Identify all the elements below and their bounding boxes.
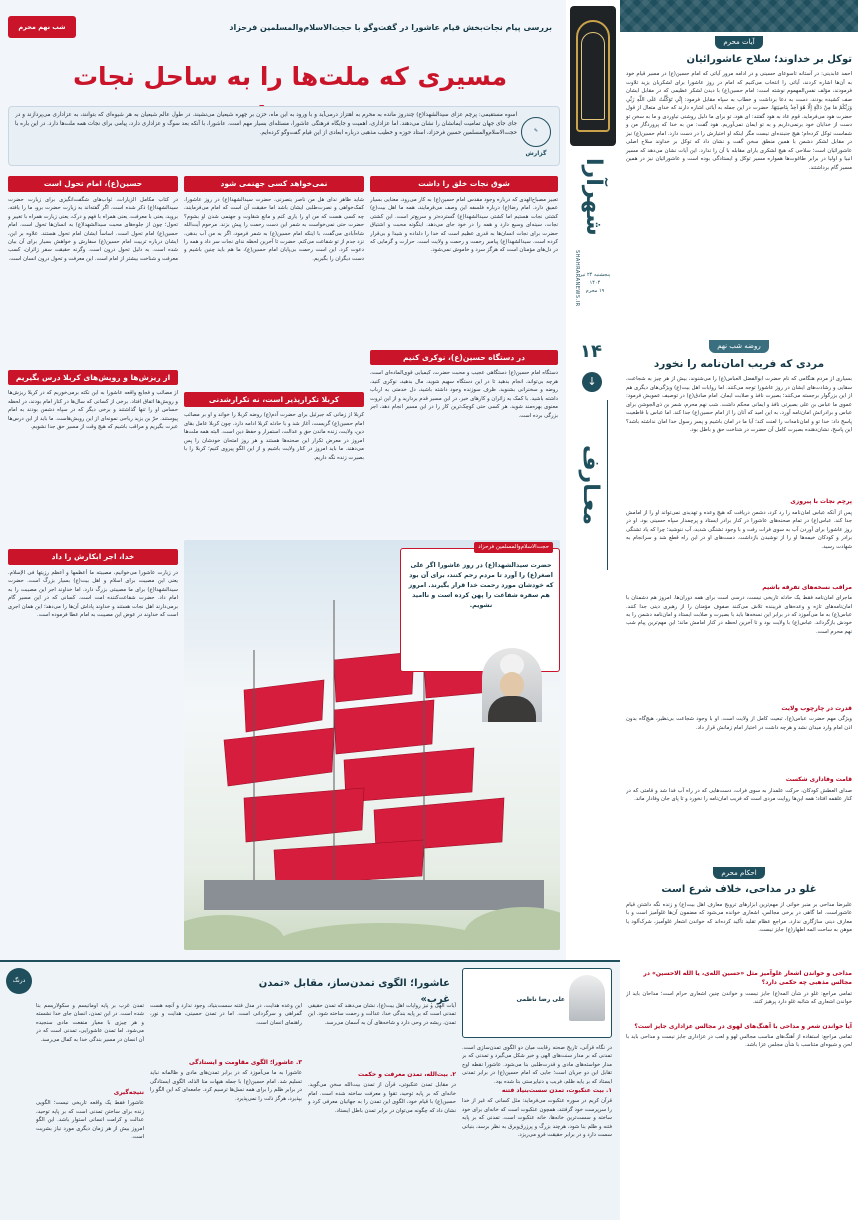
bottom-col-a-subhead: ۱. بیت عنکبوت، تمدن سست‌بنیاد فتنه — [501, 1087, 612, 1094]
bottom-col-c — [150, 1002, 302, 1209]
column-right — [370, 176, 558, 519]
subheading-vafadari: قامت وفاداری شکست — [785, 776, 852, 784]
issue-date: پنجشنبه ۲۴ تیر ۱۴۰۴ ۱۹ محرم — [579, 272, 611, 294]
section-body-ajr: در زیارت عاشورا می‌خوانیم، مصیبته ما أعظمها و أعظم رزیتها فی الإسلام. یعنی این مصیبت برای اسلام و اهل بیت(ع) بسیار بزرگ است. حضرت سیدالشهدا(ع) برای ما مصیبتی بزرگ دارد. اما خداوند اجر این مصیبت را به امام داد. حضرت شفاعت‌کننده امت است. کسانی که در این مسیر گام برمی‌دارند اهل نجات هستند و خداوند پاداش آن‌ها را می‌دهد؛ این همان اجری است که خداوند در عوض این مصیبت به امام عطا فرموده است. — [8, 569, 178, 619]
sidebar-pattern-band — [620, 0, 858, 32]
section-body-karbala: کربلا از زمانی که جبرئیل برای حضرت آدم(ع) روضه کربلا را خواند و او بر مصائب امام حسین(ع) گریست، آغاز شد و با حادثه کربلا ادامه دارد. چون کربلا عامل بقای دین، ولایت، زنده ماندن حق و عدالت، استمرار و حفظ دین است. البته همه ملت‌ها امروز در معرض تکرار این صحنه‌ها هستند و هر روز امتحان خودشان را پس می‌دهند. ما باید امروز در کنار ولایت باشیم و از این الگو پیروی کنیم؛ کربلا را با بصیرت زنده نگه داریم. — [184, 412, 364, 461]
article-body-tafreqeh: ماجرای امان‌نامه فقط یک حادثه تاریخی نیست، درسی است برای همه دوران‌ها. امروز هم دشمنان با امان‌نامه‌های تازه و وعده‌های فریبنده تلاش می‌کنند صفوف مؤمنان را از رهبری دینی جدا کنند. عباس(ع) به ما می‌آموزد که در برابر این نسخه‌ها باید با بصیرت و صلابت ایستاد و امان‌نامه دشمن را به خودش بازگرداند. عباس(ع) با ولایت بود و تا آخرین لحظه در کنار امامش ماند؛ این مهم‌ترین پیام شب نهم محرم است. — [626, 595, 852, 635]
article-body-vafadari: صدای العطش کودکان، حرکت علمدار به سوی فرات، دست‌هایی که در راه آب فدا شد و قامتی که در کنار علقمه افتاد؛ همه این‌ها روایت مردی است که فریب امان‌نامه را نخورد و تا پای جان وفادار ماند. — [626, 787, 852, 803]
subheading-velayat: قدرت در چارچوب ولایت — [781, 705, 852, 713]
section-title-jahanami: نمی‌خواهد کسی جهنمی شود — [184, 176, 364, 192]
author-box — [462, 968, 612, 1038]
section-title-tahavol: حسین(ع)، امام تحول است — [8, 176, 178, 192]
bottom-headline: عاشورا؛ الگوی تمدن‌ساز، مقابل «تمدن غرب» — [258, 978, 450, 1005]
author-name: علی رضا ناظمی — [516, 996, 565, 1003]
section-body-tahavol: در کتاب مکامل الزیارات، ثواب‌های شگفت‌انگیزی برای زیارت حضرت سیدالشهدا(ع) ذکر شده است. اگر گفته‌اند به زیارت حضرت برو، ما را یافته، بروید، یعنی با معرفت، یعنی همراه با فهم و درک، یعنی زیارت همراه با تغییر و تحول؛ چون از جلوه‌های محبت سیدالشهدا(ع) به انسان‌ها تحول است. امام حسین(ع) امام تحول است. اساساً ایشان امام تحول هستند. علاوه بر این، ایشان درباره تربیت امام حسین(ع) سفارش و خواهش بسیار برای آن بیان شده است. به دلیل تحول درون است. وگرنه حقیقت سفر زائران، کسب معرفت و شناخت بیشتر از امام است. این معرفت و تحول درون انسان است. — [8, 196, 178, 262]
bottom-col-d — [36, 1002, 144, 1209]
bottom-col-b-subhead: ۲. بیت‌الله، تمدن معرفت و حکمت — [357, 1071, 456, 1078]
article-title-aman-nameh: مردی که فریب امان‌نامه را نخورد — [653, 358, 825, 371]
section-title-rizesh: از ریزش‌ها و رویش‌های کربلا درس بگیریم — [8, 370, 178, 386]
bottom-col-a — [462, 1044, 612, 1209]
bottom-col-a-intro: در نگاه قرآنی، تاریخ صحنه رقابت میان دو الگوی تمدن‌سازی است. تمدنی که بر مدار سنت‌های الهی و خیر شکل می‌گیرد و تمدنی که بر مدار خواسته‌های مادی و قدرت‌طلبی بنا می‌شود. عاشورا نقطه اوج تقابل این دو جریان است؛ جایی که امام حسین(ع) در برابر تمدنی ایستاد که بر پایه ظلم، فریب و دنیاپرستی بنا شده بود. — [462, 1045, 612, 1084]
section-body-rizesh: از مصائب و فجایع واقعه عاشورا به این نکته برمی‌خوریم که در کربلا ریزش‌ها و رویش‌ها اتفاق افتاد. برخی از کسانی که سال‌ها در کنار امام بودند، در لحظه حساس او را تنها گذاشتند و برخی دیگر که در سپاه دشمن بودند به امام پیوستند. حرّ بن یزید ریاحی نمونه‌ای از این رویش‌هاست. ما باید از این درس‌ها عبرت بگیریم و مراقب باشیم که هیچ وقت از مسیر حق جدا نشویم. — [8, 390, 178, 431]
bottom-col-c-subhead: ۳. عاشورا؛ الگوی مقاومت و ایستادگی — [189, 1059, 302, 1066]
quote-text: حضرت سیدالشهدا(ع) در روز عاشورا اگر علی اصغر(ع) را آورد تا مردم رحم کنند، برای آن بود که خودشان مورد رحمت خدا قرار بگیرند. امروز هم سفره شفاعت را پهن کرده است و ناامید نشویم. — [408, 562, 554, 610]
newspaper-logo: شهرآرا — [581, 158, 606, 236]
site-url: SHAHRARANEWS.IR — [573, 250, 580, 307]
right-sidebar — [620, 0, 858, 1220]
main-headline: مسیری که ملت‌ها را به ساحل نجات — [72, 62, 508, 91]
section-body-shogh: تعبیر مصباح‌الهدی که درباره وجود مقدس امام حسین(ع) به کار می‌رود، معنایی بسیار عمیق دارد. امام رضا(ع) درباره فلسفه این وصف می‌فرمایند، همه ما اهل بیت(ع) کشتی نجات هستیم اما کشتی سیدالشهدا(ع) گسترده‌تر و سریع‌تر است. این کشتی نجات، سینه‌ای وسیع دارد و همه را در خود جای می‌دهد. اینگونه محبت و اشتیاق حضرت برای نجات انسان‌ها به قدری عظیم است که خدا را دلداده و شیدا و بی‌قرار کرده است. سیدالشهدا(ع) پیامبر رحمت و رحمت و ولایت است. حرارت و گرمایی که در دل‌های مؤمنان است که هرگز سرد و خاموش نمی‌شود. — [370, 196, 558, 254]
section-label: معـارف — [578, 400, 608, 570]
page-number: ۱۴ — [580, 341, 602, 362]
quote-box — [400, 544, 560, 672]
quote-label: حجت‌الاسلام‌والمسلمین فرحزاد — [474, 542, 553, 553]
report-icon: ✎ — [521, 117, 551, 147]
bottom-feature — [0, 960, 620, 1220]
article-body-parcham: پس از آنکه عباس امان‌نامه را رد کرد، دشمن دریافت که هیچ وعده و تهدیدی نمی‌تواند او را از امامش جدا کند. عباس(ع) در تمام صحنه‌های عاشورا در کنار برادر ایستاد و پرچمدار سپاه حسینی بود. او در روز عاشورا برای آوردن آب به سوی فرات رفت و با وجود تشنگی شدید، آب ننوشید؛ چرا که یاد تشنگی برادر و کودکان خیمه‌ها او را از نوشیدن بازداشت. دست‌های او در این راه قطع شد و سرانجام به شهادت رسید. — [626, 509, 852, 550]
section-tag-derang: درنگ — [6, 968, 32, 994]
arrow-down-icon: ↓ — [582, 372, 602, 392]
question-1: مداحی و خواندن اشعار غلوآمیز مثل «حسین الله‌ی، یا الله الاحسین» در مجالس مذهبی چه حکمی دارد؟ — [643, 969, 852, 987]
bottom-col-a-body: قرآن کریم در سوره عنکبوت می‌فرماید: مثل کسانی که غیر از خدا را سرپرست خود گرفتند، همچون عنکبوت است که خانه‌ای برای خود ساخته و سست‌ترین خانه‌ها، خانه عنکبوت است. تمدنی که بر پایه فتنه و ظلم بنا شود، هرچند بزرگ و پرزرق‌وبرق به نظر برسد، بنیانی سست دارد و در برابر حقیقت فرو می‌ریزد. — [462, 1098, 612, 1139]
category-tab-ahkam: احکام محرم — [713, 867, 764, 880]
subheading-parcham: پرچم نجات با پیروزی — [790, 498, 852, 506]
bottom-col-b-intro: آیات الهی و نیز روایات اهل بیت(ع)، نشان می‌دهند که تمدن حقیقی تمدنی است که بر پایه بندگی خدا، عدالت و رحمت ساخته شود. این تمدن، ریشه در وحی دارد و شاخه‌های آن به آسمان می‌رسد. — [308, 1003, 456, 1026]
section-title-ajr: خدا، اجر ابکارش را داد — [8, 549, 178, 565]
subheading-tafreqeh: مراقب نسخه‌های تفرقه باشیم — [762, 583, 852, 591]
article-body-velayat: ویژگی مهم حضرت عباس(ع)، تبعیت کامل از ولایت است. او با وجود شجاعت بی‌نظیر، هیچ‌گاه بدون اذن امام وارد میدان نشد و هرچه داشت در اختیار امام زمانش قرار داد. — [626, 716, 852, 731]
column-middle — [184, 176, 364, 545]
bottom-col-d-subhead: نتیجه‌گیری — [113, 1089, 144, 1096]
lead-box — [8, 106, 560, 166]
article-title-tavakol: توکل بر خداوند؛ سلاح عاشورائیان — [686, 53, 852, 65]
section-title-shogh: شوق نجات خلق را داشت — [370, 176, 558, 192]
article-body-tavakol: احمد عابدینی: در آستانه تاسوعای حسینی و در ادامه مرور آیاتی که امام حسین(ع) در مسیر قیام خود به آن‌ها اشاره کردند، آیاتی را انتخاب می‌کنیم که امام در روز عاشورا برای لشکریان یزید تلاوت فرمودند، مؤلف نفس‌المهموم نوشته است: امام حسین(ع) با دیدن لشکر عظیمی که در مقابل ایشان صف کشیده بودند، دست به دعا برداشت و خطاب به سپاه مقابل فرمود: إِنِّي تَوَكَّلْتُ عَلَى اللَّهِ رَبِّي وَرَبِّكُمْ مَا مِنْ دَابَّةٍ إِلَّا هُوَ آخِذٌ بِنَاصِيَتِهَا. حضرت در این جمله به آیاتی اشاره دارند که خدای متعال از قول حضرت هود می‌فرماید. قوم عاد به هود گفتند: ای هود، تو برای ما دلیل روشنی نیاوردی و ما به سخن تو دست از خدایان خود برنمی‌داریم و به تو ایمان نمی‌آوریم. هود گفت: من به خدا که پروردگار من و شماست توکل کرده‌ام؛ هیچ جنبنده‌ای نیست مگر اینکه او اختیارش را در دست دارد. امام حسین(ع) نیز در مقابل لشکر دشمن با همین منطق سخن گفت و نشان داد که توکل بر خداوند سلاح اصلی عاشورائیان است؛ سلاحی که هیچ لشکری یارای مقابله با آن را ندارد. این آیات نشان می‌دهد که مسیر انبیا و اولیا در برابر طاغوت‌ها همواره مسیر توکل و ایستادگی بوده است و عاشورائیان نیز در همین مسیر گام برداشتند. — [626, 71, 852, 171]
speaker-portrait — [482, 648, 542, 722]
bottom-col-c-intro: این وعده هدایت، در مدل فتنه سست‌بنیاد، وجود ندارد و آنچه هست گمراهی و سرگردانی است. اما در تمدن حسینی، هدایت و نور، راهنمای انسان است. — [150, 1003, 302, 1026]
section-title-karbala: کربلا تکرارپذیر است، نه تکرارشدنی — [184, 392, 364, 408]
answer-1: تمامی مراجع: غلو در شأن ائمه(ع) جایز نیست و خواندن چنین اشعاری حرام است؛ مداحان باید از خواندن اشعاری که شائبه غلو دارد پرهیز کنند. — [626, 990, 852, 1006]
section-title-nokari: در دستگاه حسین(ع)، نوکری کنیم — [370, 350, 558, 366]
category-tab-ayat: آیات محرم — [715, 36, 762, 49]
column-left — [8, 176, 178, 749]
bottom-col-b-body: در مقابل تمدن عنکبوتی، قرآن از تمدن بیت‌الله سخن می‌گوید. خانه‌ای که بر پایه توحید، تقوا و معرفت ساخته شده است. امام حسین(ع) با قیام خود، الگوی این تمدن را به جهانیان معرفی کرد و نشان داد که چگونه می‌توان در برابر تمدن باطل ایستاد. — [308, 1082, 456, 1114]
category-tab-rowzeh: روضه شب نهم — [709, 340, 768, 353]
article-body-gholov: علیرضا مداحی بر منبر خوانی از مهم‌ترین ابزارهای ترویج معارف اهل بیت(ع) و زنده نگه داشتن قیام عاشوراست. اما گاهی در برخی مجالس، اشعاری خوانده می‌شود که مضمون آن‌ها غلوآمیز است و با معارف دینی سازگاری ندارد. مراجع عظام تقلید تأکید کرده‌اند که خواندن اشعار غلوآمیز، شرک‌آلود یا موهن به ساحت ائمه اطهار(ع) جایز نیست. — [626, 901, 852, 934]
article-title-gholov: غلو در مداحی، خلاف شرع است — [661, 884, 817, 896]
report-tag: گزارش — [525, 150, 547, 157]
section-body-jahanami: شاید ظاهر ندای هل من ناصر ینصرنی، حضرت سیدالشهدا(ع) در روز عاشورا، کمک‌خواهی و نصرت‌طلبی ایشان باشد اما حقیقت آن است که امام می‌فرمایند، چه کسی هست که من او را یاری کنم و مانع شقاوت و جهنمی شدن او بشوم؟ حضرت حتی نمی‌خواست به شمر این دست رحمت را پیش بزند. مرحوم آیت‌الله شاه‌آبادی می‌گفت، با اینکه امام حسین(ع) به شمر فرمود، اگر به من آب بدهی، نزد جدم از تو شفاعت می‌کنم. حضرت تا آخرین لحظه ندای نجات سر داد و همه را دعوت کرد. این است رحمت بی‌پایان امام حسین(ع)، ما هم باید چنین باشیم و دست دیگران را بگیریم. — [184, 196, 364, 262]
bottom-col-d-body: عاشورا فقط یک واقعه تاریخی نیست؛ الگویی زنده برای ساختن تمدنی است که بر پایه توحید، عدالت و کرامت انسانی استوار باشد. این الگو امروز بیش از هر زمان دیگری مورد نیاز بشریت است. — [36, 1100, 144, 1141]
answer-2: تمامی مراجع: استفاده از آهنگ‌های مناسب مجالس لهو و لعب در عزاداری جایز نیست و مداحی باید با لحن و شیوه‌ای متناسب با شأن مجلس عزا باشد. — [626, 1033, 852, 1049]
calligraphy-emblem — [570, 6, 616, 146]
bottom-col-b — [308, 1002, 456, 1211]
question-2: آیا خواندن شعر و مداحی با آهنگ‌های لهوی در مجالس عزاداری جایز است؟ — [634, 1022, 852, 1030]
section-body-nokari: دستگاه امام حسین(ع) دستگاهی عجیب و محبت حضرت، کیمیایی قوی‌الماده‌ای است، هرچه بی‌تواند، انجام بدهید تا در این دستگاه سهیم شوید، مال بدهید، نوکری کنید، روضه و سخنرانی بشنوید. ظرف سوزنده وجود داشته باشید، دل خدمتی به ارباب داشته باشید. با کمک به زائران و کارهای خیر، در این مسیر قدم بردارید و از این ثروت معنوی بهره‌مند شوید. هر کسی حتی کوچک‌ترین کار را در این مسیر انجام دهد، اجر بزرگی برده است. — [370, 370, 558, 419]
lead-paragraph: اسوه مستقیمی: پرچم عزای سیدالشهدا(ع) چندروز مانده به محرم به اهتزاز درمی‌آید و با ورود به این ماه، حزن بر چهره شیعیان می‌نشیند. در طول عالم شیعیان به هر شیوه‌ای که بتوانند، به عزاداری می‌پردازند و در جای جای جهان تمامیت ایمانشان را نشان می‌دهند. اما عزاداری، اهمیت و جایگاه فرهنگی عاشورا، مسئله‌ای بسیار مهم است. عاشورا، با آنکه بعد سوگ و عزاداری دارد، پیامی برای نجات همه ملت‌ها دارد. در این باره با حجت‌الاسلام‌والمسلمین حسین فرحزاد، استاد حوزه و خطیب مذهبی درباره ابعادی از این قیام گفت‌وگو کرده‌ایم. — [15, 112, 517, 136]
kicker-line: بررسی پیام نجات‌بخش قیام عاشورا در گفت‌وگو با حجت‌الاسلام‌والمسلمین فرحزاد — [229, 23, 552, 32]
author-photo — [569, 975, 605, 1021]
article-body-aman-nameh: بسیاری از مردم هنگامی که نام حضرت ابوالفضل العباس(ع) را می‌شنوند، بیش از هر چیز به شجاعت، سقایی و رشادت‌های ایشان در روز عاشورا توجه می‌کنند. اما روایات اهل بیت(ع) ویژگی‌های دیگری هم از این بزرگوار برجسته می‌کنند؛ بصیرت نافذ و صلابت ایمان. امام صادق(ع) در توصیف عمویش فرمود: عموی ما عباس بن علی بصیرتی نافذ و ایمانی محکم داشت. شب نهم محرم، شمر بن ذی‌الجوشن برای عباس و برادرانش امان‌نامه آورد، به این امید که آنان را از امام حسین(ع) جدا کند. اما عباس با قاطعیت پاسخ داد: خدا تو و امان‌نامه‌ات را لعنت کند؛ آیا ما در امان باشیم و پسر رسول خدا امان نداشته باشد؟ این پاسخ، نشان‌دهنده بصیرت کامل آن حضرت در شناخت حق و باطل بود. — [626, 376, 852, 434]
bottom-col-d-intro: تمدن غرب بر پایه اومانیسم و سکولاریسم بنا شده است. در این تمدن، انسان جای خدا نشسته و هر چیزی با معیار منفعت مادی سنجیده می‌شود. اما تمدن عاشورایی، تمدنی است که در آن انسان در مسیر بندگی خدا به کمال می‌رسد. — [36, 1003, 144, 1043]
bottom-col-c-body: عاشورا به ما می‌آموزد که در برابر تمدن‌های مادی و ظالمانه نباید تسلیم شد. امام حسین(ع) با جمله هیهات منا الذله، الگوی ایستادگی در برابر ظلم را برای همه نسل‌ها ترسیم کرد. جامعه‌ای که این الگو را بپذیرد، هرگز ذلت را نمی‌پذیرد. — [150, 1070, 302, 1102]
kicker-badge: شب نهم محرم — [8, 16, 76, 38]
